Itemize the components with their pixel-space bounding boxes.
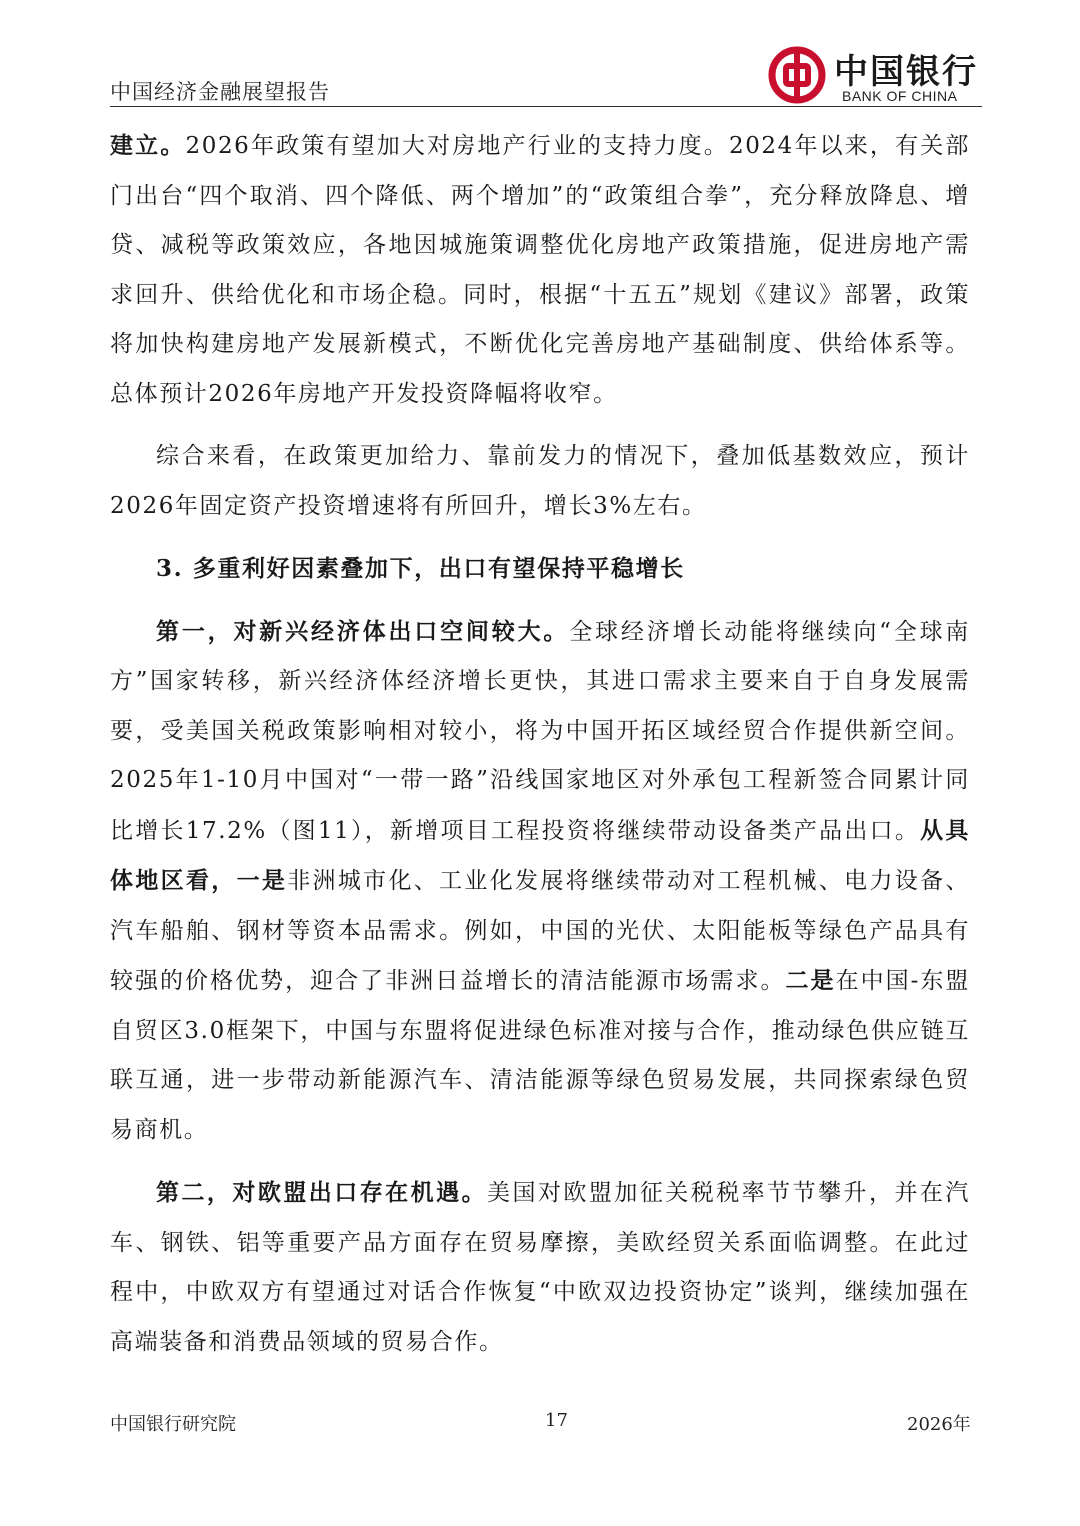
text-segment: 美国对欧盟加征关税税率节节攀升，并在汽车、钢铁、铝等重要产品方面存在贸易摩擦，美欧经贸关系面临调整。在此过程中，中欧双方有望通过对话合作恢复“中欧双边投资协定”谈判，继续加强在高端装备和消费品领域的贸易合作。 <box>110 1180 970 1355</box>
bold-text: 建立。 <box>110 132 186 159</box>
body-paragraph <box>110 121 970 419</box>
footer-institute: 中国银行研究院 <box>110 1414 236 1435</box>
text-segment: 非洲城市化、工业化发展将继续带动对工程机械、电力设备、汽车船舶、钢材等资本品需求。例如，中国的光伏、太阳能板等绿色产品具有较强的价格优势，迎合了非洲日益增长的清洁能源市场需求。 <box>110 868 971 994</box>
bank-logo <box>768 44 978 108</box>
section-heading: 3. 多重利好因素叠加下，出口有望保持平稳增长 <box>156 555 685 582</box>
bold-text: 从具体地区看，一是 <box>110 816 970 894</box>
footer-page-number: 17 <box>545 1410 568 1431</box>
logo-chinese-text: 中国银行 <box>834 52 978 92</box>
report-title: 中国经济金融展望报告 <box>110 80 330 104</box>
header-divider <box>110 106 982 107</box>
bank-of-china-emblem-icon <box>768 46 826 104</box>
body-paragraph <box>110 607 970 1156</box>
bold-text: 第一，对新兴经济体出口空间较大。 <box>156 617 570 645</box>
document-body <box>110 121 970 1367</box>
text-segment: 全球经济增长动能将继续向“全球南方”国家转移，新兴经济体经济增长更快，其进口需求主要来自于自身发展需要，受美国关税政策影响相对较小，将为中国开拓区域经贸合作提供新空间。2025年1-10月中国对“一带一路”沿线国家地区对外承包工程新签合同累计同比增长17.2%（图11），新增项目工程投资将继续带动设备类产品出口。 <box>110 618 970 844</box>
logo-english-text: BANK OF CHINA <box>842 88 958 104</box>
bold-text: 第二，对欧盟出口存在机遇。 <box>156 1179 488 1206</box>
text-segment: 2026年政策有望加大对房地产行业的支持力度。2024年以来，有关部门出台“四个取消、四个降低、两个增加”的“政策组合拳”，充分释放降息、增贷、减税等政策效应，各地因城施策调整优化房地产政策措施，促进房地产需求回升、供给优化和市场企稳。同时，根据“十五五”规划《建议》部署，政策将加快构建房地产发展新模式，不断优化完善房地产基础制度、供给体系等。总体预计2026年房地产开发投资降幅将收窄。 <box>110 133 970 407</box>
bold-text: 二是 <box>785 967 836 994</box>
text-segment: 综合来看，在政策更加给力、靠前发力的情况下，叠加低基数效应，预计2026年固定资产投资增速将有所回升，增长3%左右。 <box>110 443 970 519</box>
body-paragraph <box>110 432 970 531</box>
text-segment: 在中国-东盟自贸区3.0框架下，中国与东盟将促进绿色标准对接与合作，推动绿色供应链互联互通，进一步带动新能源汽车、清洁能源等绿色贸易发展，共同探索绿色贸易商机。 <box>110 968 971 1143</box>
body-paragraph <box>110 1168 970 1367</box>
footer-year: 2026年 <box>907 1414 971 1435</box>
